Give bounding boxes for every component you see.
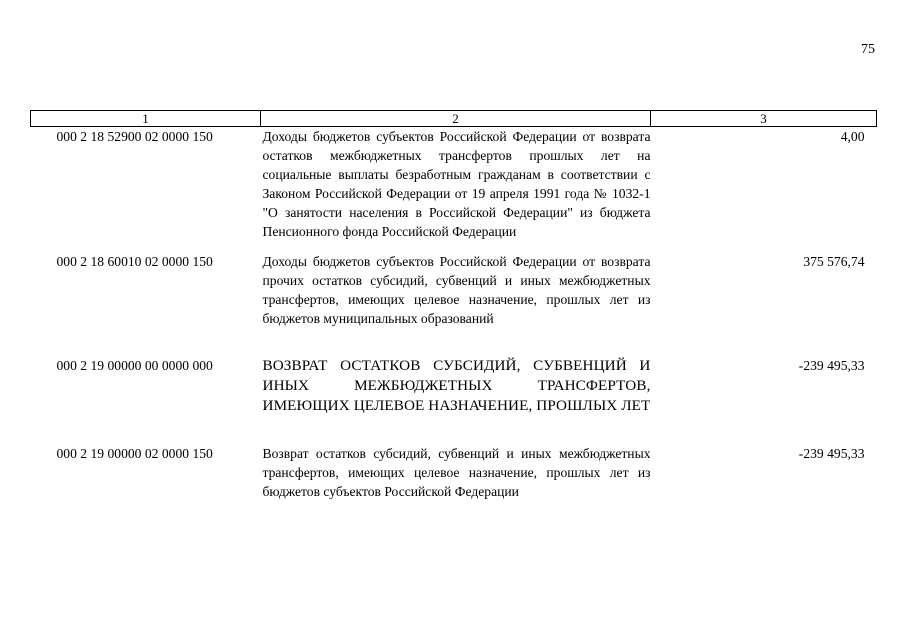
row-amount: -239 495,33 (798, 358, 865, 373)
page-number: 75 (861, 42, 875, 57)
table-row (31, 127, 877, 253)
budget-table (30, 110, 877, 501)
row-code: 000 2 18 60010 02 0000 150 (56, 254, 213, 269)
row-name: ВОЗВРАТ ОСТАТКОВ СУБСИДИЙ, СУБВЕНЦИЙ И ИНЫХ МЕЖБЮДЖЕТНЫХ ТРАНСФЕРТОВ, ИМЕЮЩИХ ЦЕЛЕВОЕ НАЗНАЧЕНИЕ, ПРОШЛЫХ ЛЕТ (262, 357, 651, 414)
row-amount: 375 576,74 (803, 254, 865, 269)
table-row (31, 444, 877, 501)
row-amount: 4,00 (840, 129, 865, 144)
table-header-row (31, 111, 877, 127)
table-row (31, 252, 877, 356)
column-header-2: 2 (261, 111, 651, 127)
row-name: Доходы бюджетов субъектов Российской Федерации от возврата остатков межбюджетных трансфертов прошлых лет на социальные выплаты безработным гражданам в соответствии с Законом Российской Федерации от 19 апреля 1991 года № 1032-1 "О занятости населения в Российской Федерации" из бюджета Пенсионного фонда Российской Федерации (262, 129, 651, 239)
row-code: 000 2 19 00000 02 0000 150 (56, 446, 213, 461)
column-header-3: 3 (651, 111, 877, 127)
row-amount: -239 495,33 (798, 446, 865, 461)
row-code: 000 2 19 00000 00 0000 000 (56, 358, 213, 373)
row-name: Доходы бюджетов субъектов Российской Федерации от возврата прочих остатков субсидий, субвенций и иных межбюджетных трансфертов, имеющих целевое назначение, прошлых лет из бюджетов муниципальных образований (262, 254, 651, 326)
row-name: Возврат остатков субсидий, субвенций и иных межбюджетных трансфертов, имеющих целевое назначение, прошлых лет из бюджетов субъектов Российской Федерации (262, 446, 651, 499)
table-row (31, 356, 877, 444)
row-code: 000 2 18 52900 02 0000 150 (56, 129, 213, 144)
column-header-1: 1 (31, 111, 261, 127)
